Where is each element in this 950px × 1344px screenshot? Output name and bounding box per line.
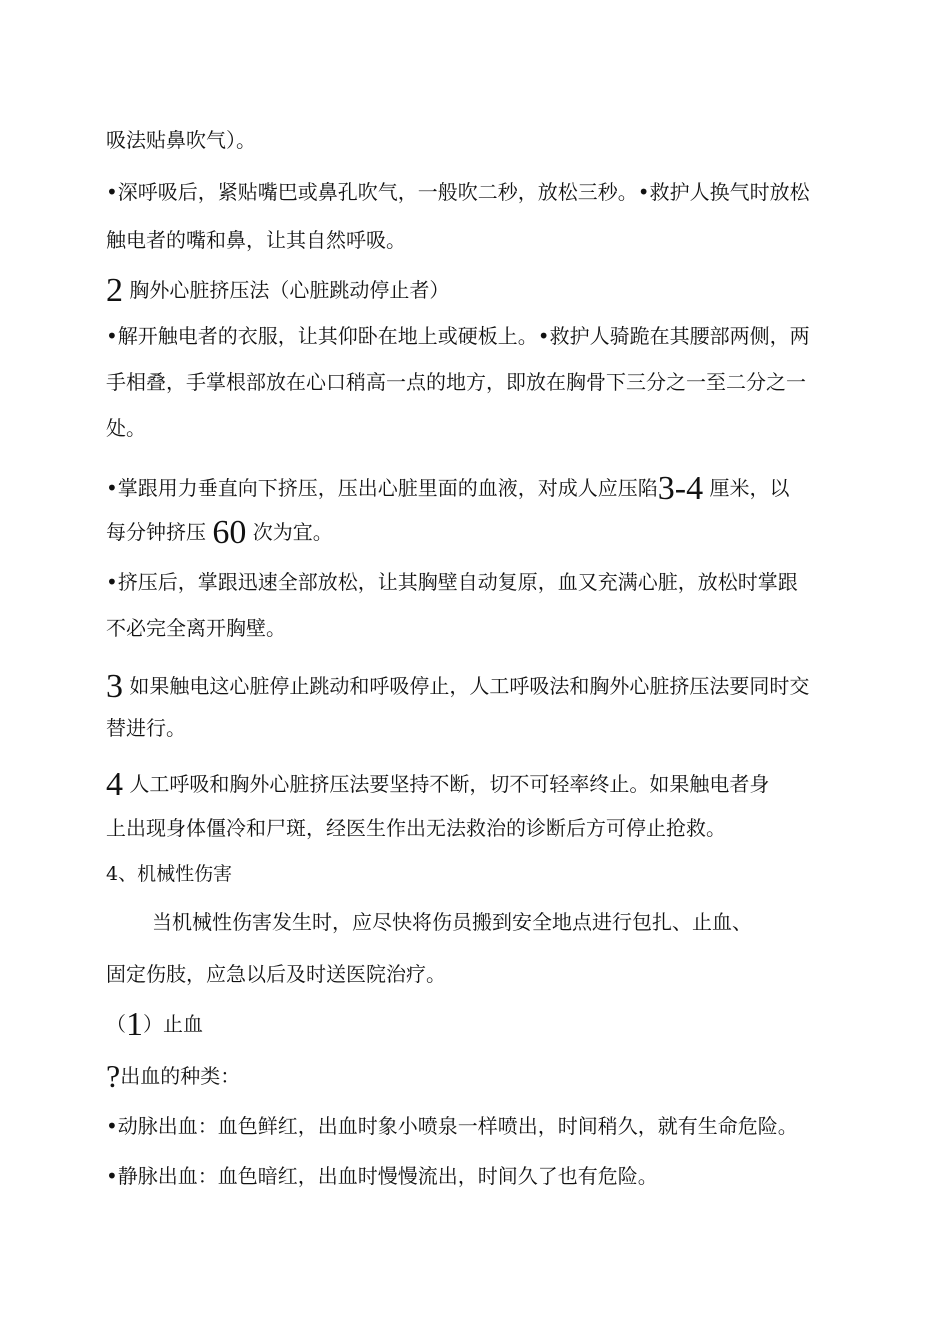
section-number: 2 — [106, 272, 123, 309]
text-line: 上出现身体僵冷和尸斑，经医生作出无法救治的诊断后方可停止抢救。 — [106, 816, 726, 840]
text-line: 吸法贴鼻吹气）。 — [106, 128, 256, 152]
section-text: 人工呼吸和胸外心脏挤压法要坚持不断，切不可轻率终止。如果触电者身 — [129, 772, 770, 796]
text-line: •静脉出血：血色暗红，出血时慢慢流出，时间久了也有危险。 — [106, 1164, 658, 1188]
text-line: 手相叠，手掌根部放在心口稍高一点的地方，即放在胸骨下三分之一至二分之一 — [106, 370, 806, 394]
text-segment: 厘米，以 — [709, 476, 790, 500]
text-line: 当机械性伤害发生时，应尽快将伤员搬到安全地点进行包扎、止血、 — [152, 910, 752, 934]
section-text: 如果触电这心脏停止跳动和呼吸停止，人工呼吸法和胸外心脏挤压法要同时交 — [129, 674, 810, 698]
section-number: 3 — [106, 668, 123, 705]
subheading-text: 出血的种类： — [120, 1064, 241, 1088]
text-line: 固定伤肢，应急以后及时送医院治疗。 — [106, 962, 446, 986]
text-line: •挤压后，掌跟迅速全部放松，让其胸壁自动复原，血又充满心脏，放松时掌跟 — [106, 570, 798, 594]
section-heading-3 — [106, 670, 809, 704]
text-line: •动脉出血：血色鲜红，出血时象小喷泉一样喷出，时间稍久，就有生命危险。 — [106, 1114, 798, 1138]
item-number: 1 — [126, 1006, 143, 1043]
text-line: 触电者的嘴和鼻，让其自然呼吸。 — [106, 228, 406, 252]
text-line: •解开触电者的衣服，让其仰卧在地上或硬板上。•救护人骑跪在其腰部两侧，两 — [106, 324, 810, 348]
depth-range: 3-4 — [657, 470, 704, 507]
text-segment: 次为宜。 — [252, 520, 333, 544]
section-number: 4 — [106, 766, 123, 803]
text-line: •深呼吸后，紧贴嘴巴或鼻孔吹气，一般吹二秒，放松三秒。•救护人换气时放松 — [106, 180, 810, 204]
question-mark: ? — [106, 1058, 121, 1094]
section-heading-4 — [106, 768, 769, 802]
subheading-bleeding-types — [106, 1058, 241, 1094]
text-line — [106, 472, 789, 506]
paren-open: （ — [106, 1012, 126, 1036]
compression-rate: 60 — [212, 514, 247, 551]
text-line: 不必完全离开胸壁。 — [106, 616, 286, 640]
text-segment: 每分钟挤压 — [106, 520, 206, 544]
subheading-bleeding — [106, 1008, 203, 1042]
text-line — [106, 516, 333, 550]
text-line: 替进行。 — [106, 716, 186, 740]
chapter-heading: 4、机械性伤害 — [106, 863, 233, 885]
subheading-text: ）止血 — [143, 1012, 203, 1036]
text-line: 处。 — [106, 416, 146, 440]
section-heading-2 — [106, 274, 449, 308]
text-segment: •掌跟用力垂直向下挤压，压出心脏里面的血液，对成人应压陷 — [106, 476, 658, 500]
section-title: 胸外心脏挤压法（心脏跳动停止者） — [129, 278, 450, 302]
